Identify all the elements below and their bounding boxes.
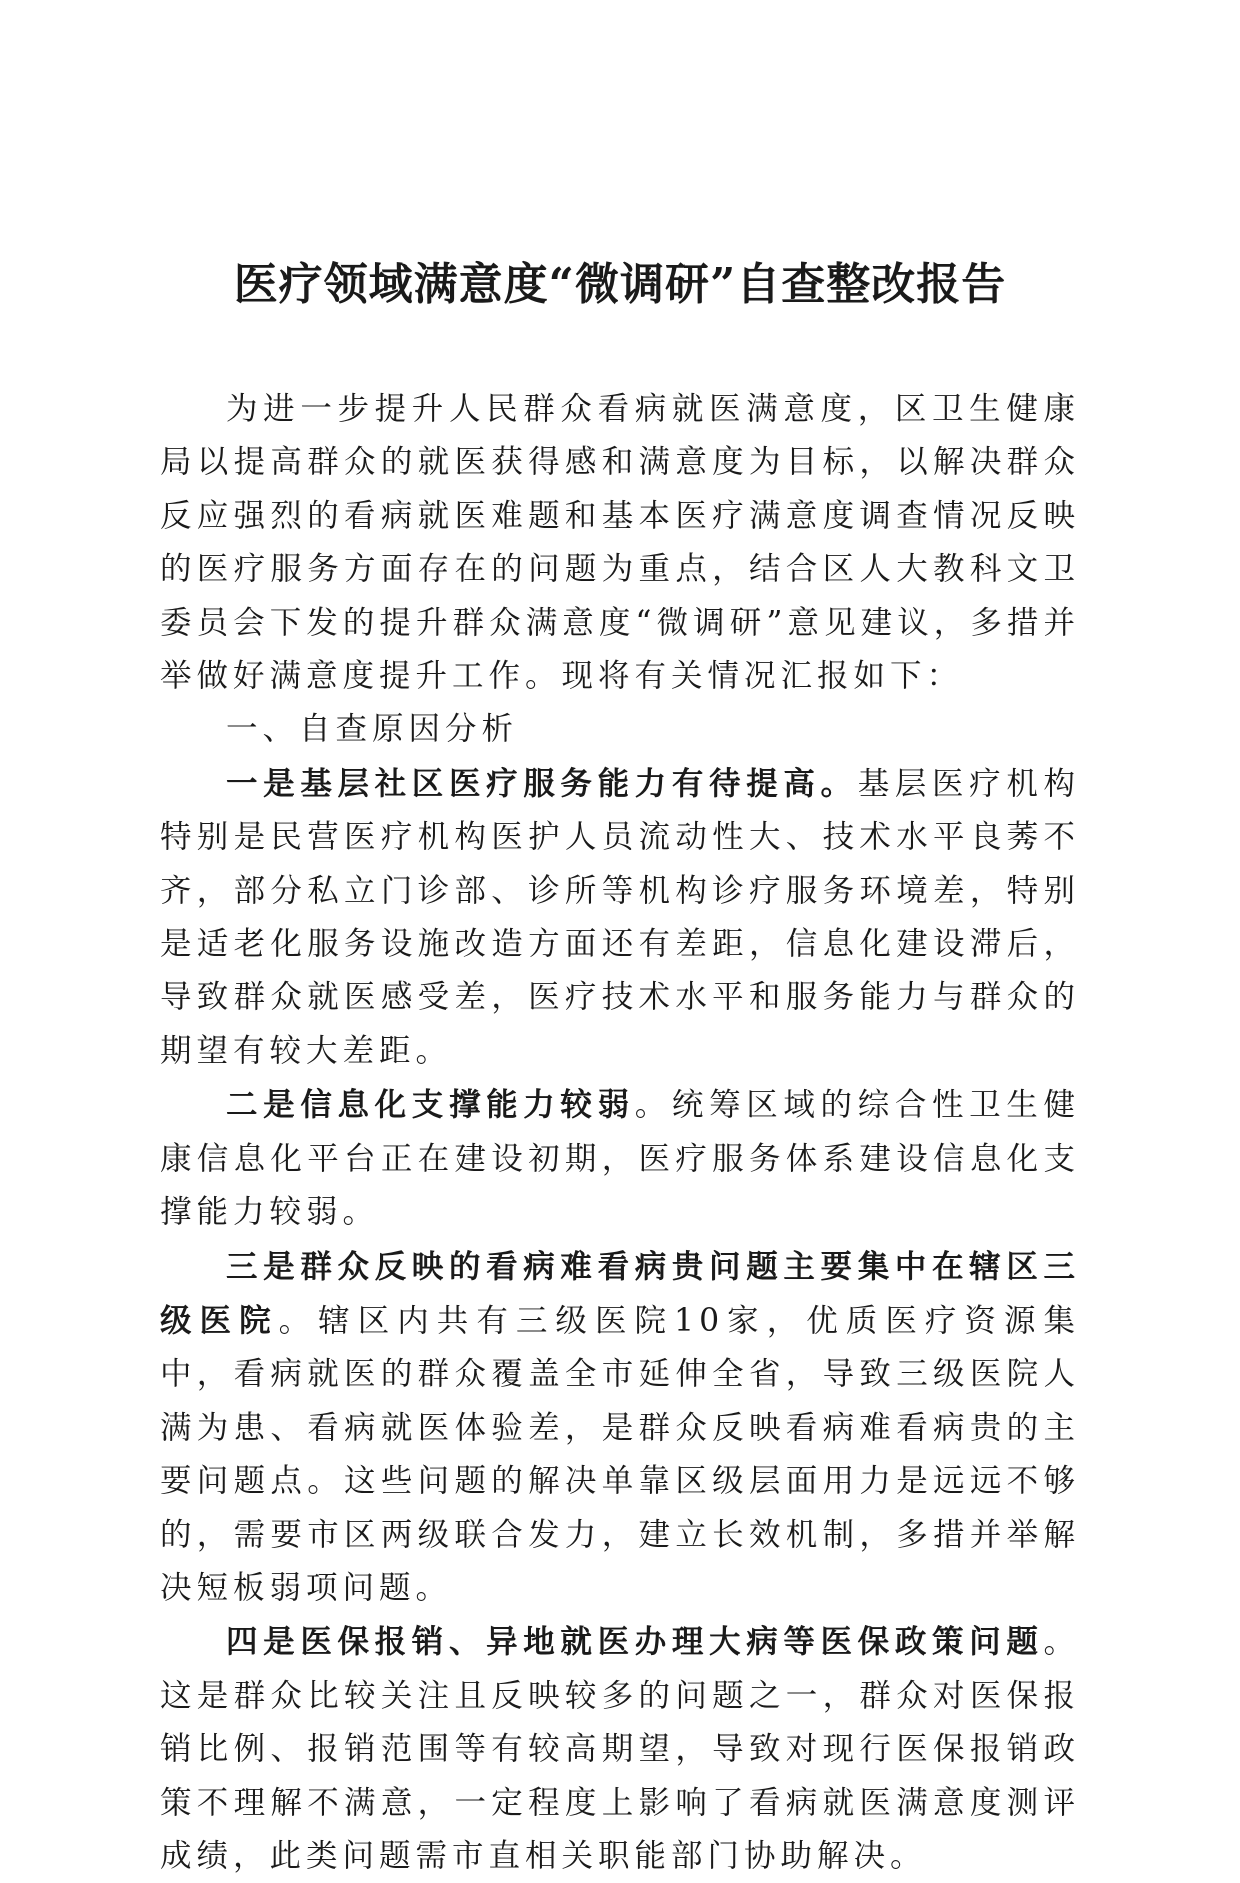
point-text-1: 基层医疗机构特别是民营医疗机构医护人员流动性大、技术水平良莠不齐，部分私立门诊部、诊所等机构诊疗服务环境差，特别是适老化服务设施改造方面还有差距，信息化建设滞后，导致群众就医感受差，医疗技术水平和服务能力与群众的期望有较大差距。: [160, 765, 1080, 1069]
point-text-2: 。统筹区域的综合性卫生健康信息化平台正在建设初期，医疗服务体系建设信息化支撑能力较弱。: [160, 1087, 1080, 1231]
intro-paragraph: 为进一步提升人民群众看病就医满意度，区卫生健康局以提高群众的就医获得感和满意度为目标，以解决群众反应强烈的看病就医难题和基本医疗满意度调查情况反映的医疗服务方面存在的问题为重点，结合区人大教科文卫委员会下发的提升群众满意度“微调研”意见建议，多措并举做好满意度提升工作。现将有关情况汇报如下：: [160, 391, 1080, 695]
document-body: [160, 383, 1080, 1883]
point-text-3: 。辖区内共有三级医院10家，优质医疗资源集中，看病就医的群众覆盖全市延伸全省，导致三级医院人满为患、看病就医体验差，是群众反映看病难看病贵的主要问题点。这些问题的解决单靠区级层面用力是远远不够的，需要市区两级联合发力，建立长效机制，多措并举解决短板弱项问题。: [160, 1302, 1080, 1606]
point-heading-2: 二是信息化支撑能力较弱: [226, 1086, 635, 1124]
section-heading: 一、自查原因分析: [226, 711, 519, 748]
point-heading-1: 一是基层社区医疗服务能力有待提高。: [226, 764, 858, 802]
point-paragraph-1: [160, 757, 1080, 1078]
point-heading-4: 四是医保报销、异地就医办理大病等医保政策问题: [226, 1623, 1044, 1661]
point-paragraph-4: [160, 1615, 1080, 1883]
point-text-4: 。这是群众比较关注且反映较多的问题之一，群众对医保报销比例、报销范围等有较高期望，导致对现行医保报销政策不理解不满意，一定程度上影响了看病就医满意度测评成绩，此类问题需市直相关职能部门协助解决。: [160, 1624, 1080, 1874]
point-paragraph-3: [160, 1240, 1080, 1616]
document-title: 医疗领域满意度“微调研”自查整改报告: [233, 259, 1007, 310]
point-paragraph-2: [160, 1078, 1080, 1239]
point-heading-3: 三是群众反映的看病难看病贵问题主要集中在辖区三级医院: [160, 1247, 1080, 1339]
